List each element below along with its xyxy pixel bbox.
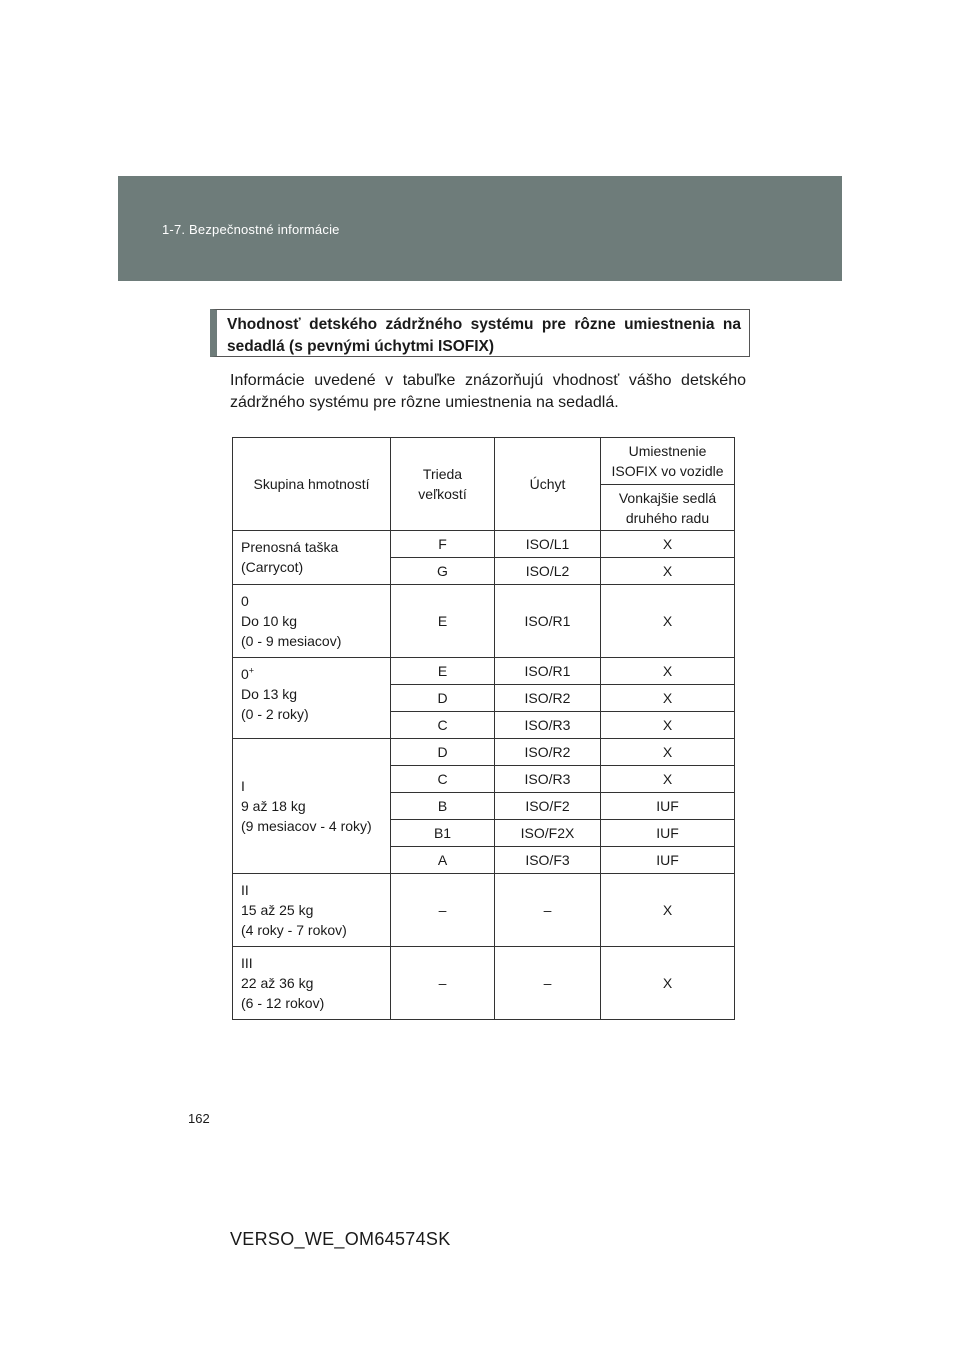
cell-fixture: ISO/R2 [495, 685, 601, 712]
page-number: 162 [188, 1111, 210, 1126]
cell-size: C [391, 712, 495, 739]
cell-size: D [391, 739, 495, 766]
cell-size: C [391, 766, 495, 793]
cell-size: D [391, 685, 495, 712]
cell-position: IUF [601, 820, 735, 847]
cell-position: X [601, 558, 735, 585]
intro-paragraph: Informácie uvedené v tabuľke znázorňujú vhodnosť vášho detského zádržného systému pre rôzne umiestnenia na sedadlá. [230, 372, 746, 411]
cell-fixture: ISO/F2 [495, 793, 601, 820]
group-0-plus-sup: + [248, 665, 255, 676]
group-I: I 9 až 18 kg (9 mesiacov - 4 roky) [233, 739, 391, 874]
cell-size: E [391, 585, 495, 658]
group-III: III 22 až 36 kg (6 - 12 rokov) [233, 947, 391, 1020]
cell-fixture: ISO/R3 [495, 766, 601, 793]
table-row [233, 658, 735, 685]
cell-size: – [391, 874, 495, 947]
document-code: VERSO_WE_OM64574SK [230, 1229, 451, 1249]
cell-position: X [601, 658, 735, 685]
table-row [233, 947, 735, 1020]
cell-fixture: ISO/F2X [495, 820, 601, 847]
group-0-plus-label: 0 [241, 666, 249, 682]
cell-fixture: – [495, 947, 601, 1020]
cell-size: B [391, 793, 495, 820]
group-II: II 15 až 25 kg (4 roky - 7 rokov) [233, 874, 391, 947]
header-size-class: Trieda veľkostí [391, 438, 495, 531]
table-row [233, 739, 735, 766]
header-position: Umiestnenie ISOFIX vo vozidle [601, 438, 735, 485]
cell-position: IUF [601, 793, 735, 820]
cell-size: F [391, 531, 495, 558]
cell-position: X [601, 739, 735, 766]
header-group: Skupina hmotností [233, 438, 391, 531]
cell-size: A [391, 847, 495, 874]
header-position-sub: Vonkajšie sedlá druhého radu [601, 485, 735, 531]
table-row [233, 531, 735, 558]
group-carrycot: Prenosná taška (Carrycot) [233, 531, 391, 585]
cell-fixture: ISO/L2 [495, 558, 601, 585]
cell-position: X [601, 874, 735, 947]
cell-position: X [601, 766, 735, 793]
cell-size: G [391, 558, 495, 585]
cell-fixture: ISO/R1 [495, 658, 601, 685]
isofix-table [232, 437, 735, 1020]
cell-fixture: ISO/L1 [495, 531, 601, 558]
group-0-plus-detail: Do 13 kg (0 - 2 roky) [241, 686, 309, 722]
cell-position: X [601, 531, 735, 558]
cell-fixture: ISO/F3 [495, 847, 601, 874]
cell-size: E [391, 658, 495, 685]
group-0: 0 Do 10 kg (0 - 9 mesiacov) [233, 585, 391, 658]
cell-fixture: ISO/R3 [495, 712, 601, 739]
section-label: 1-7. Bezpečnostné informácie [162, 222, 340, 237]
cell-fixture: ISO/R1 [495, 585, 601, 658]
table-row [233, 874, 735, 947]
cell-position: X [601, 712, 735, 739]
cell-size: – [391, 947, 495, 1020]
table-row [233, 585, 735, 658]
cell-fixture: – [495, 874, 601, 947]
cell-position: X [601, 685, 735, 712]
header-band [118, 176, 842, 281]
section-title: Vhodnosť detského zádržného systému pre rôzne umiestnenia na sedadlá (s pevnými úchytmi ISOFIX) [210, 309, 750, 357]
cell-size: B1 [391, 820, 495, 847]
cell-position: IUF [601, 847, 735, 874]
cell-fixture: ISO/R2 [495, 739, 601, 766]
group-0-plus [233, 658, 391, 739]
cell-position: X [601, 947, 735, 1020]
cell-position: X [601, 585, 735, 658]
header-fixture: Úchyt [495, 438, 601, 531]
